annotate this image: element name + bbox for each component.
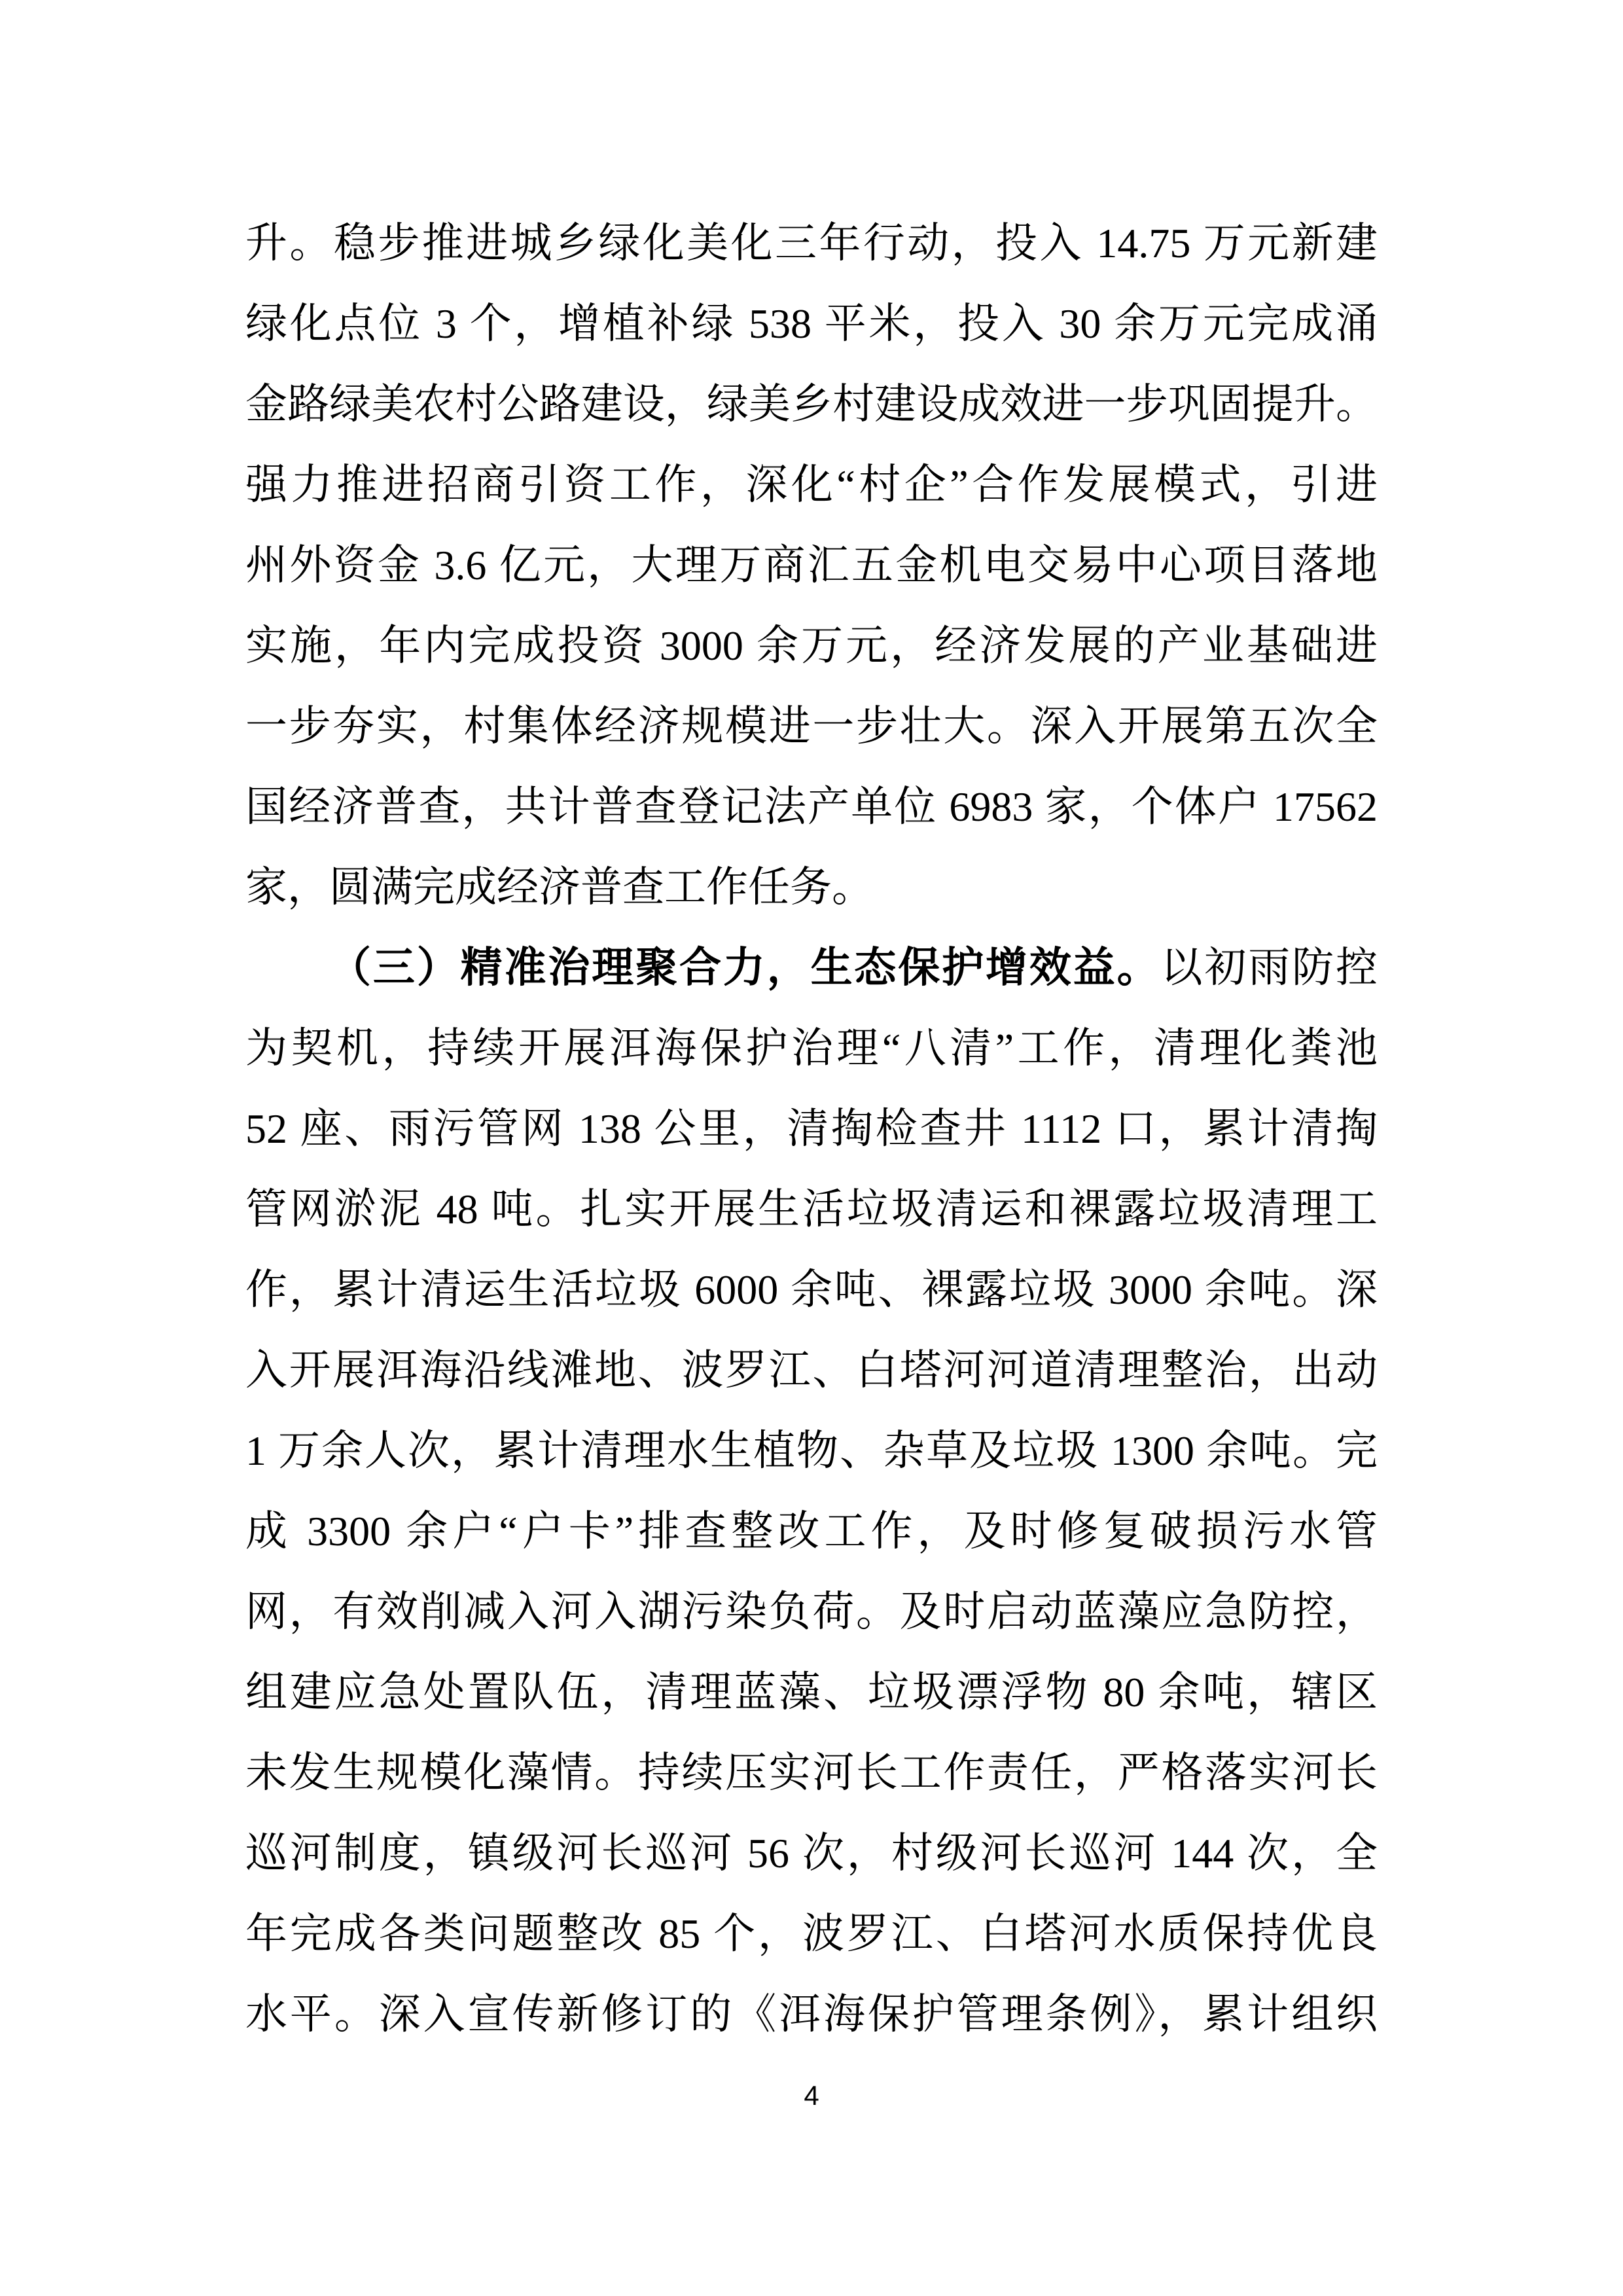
text-line: 年完成各类问题整改 85 个，波罗江、白塔河水质保持优良 <box>245 1910 1378 1957</box>
text-line: 实施，年内完成投资 3000 余万元，经济发展的产业基础进 <box>245 622 1378 669</box>
section-heading-continuation: 以初雨防控 <box>1160 944 1378 991</box>
text-line: 绿化点位 3 个，增植补绿 538 平米，投入 30 余万元完成涌 <box>245 300 1378 347</box>
text-line: 52 座、雨污管网 138 公里，清掏检查井 1112 口，累计清掏 <box>245 1105 1378 1152</box>
page-footer <box>0 2080 1623 2111</box>
text-line: 巡河制度，镇级河长巡河 56 次，村级河长巡河 144 次，全 <box>245 1830 1378 1876</box>
text-line: 一步夯实，村集体经济规模进一步壮大。深入开展第五次全 <box>245 703 1378 749</box>
text-line: 升。稳步推进城乡绿化美化三年行动，投入 14.75 万元新建 <box>245 220 1378 266</box>
text-line: 金路绿美农村公路建设，绿美乡村建设成效进一步巩固提升。 <box>245 381 1378 427</box>
text-line: 国经济普查，共计普查登记法产单位 6983 家，个体户 17562 <box>245 783 1378 830</box>
text-line: 1 万余人次，累计清理水生植物、杂草及垃圾 1300 余吨。完 <box>245 1427 1378 1474</box>
text-line <box>245 927 1378 1008</box>
page-number: 4 <box>804 2080 819 2111</box>
text-line: 未发生规模化藻情。持续压实河长工作责任，严格落实河长 <box>245 1749 1378 1796</box>
text-line: 入开展洱海沿线滩地、波罗江、白塔河河道清理整治，出动 <box>245 1347 1378 1393</box>
text-line: 网，有效削减入河入湖污染负荷。及时启动蓝藻应急防控， <box>245 1588 1378 1635</box>
text-line: 强力推进招商引资工作，深化“村企”合作发展模式，引进 <box>245 461 1378 508</box>
document-body <box>245 203 1378 2054</box>
text-line: 水平。深入宣传新修订的《洱海保护管理条例》，累计组织 <box>245 1991 1378 2037</box>
text-line: 成 3300 余户“户卡”排查整改工作，及时修复破损污水管 <box>245 1508 1378 1554</box>
text-line: 作，累计清运生活垃圾 6000 余吨、裸露垃圾 3000 余吨。深 <box>245 1266 1378 1313</box>
text-line: 州外资金 3.6 亿元，大理万商汇五金机电交易中心项目落地 <box>245 542 1378 588</box>
text-line: 组建应急处置队伍，清理蓝藻、垃圾漂浮物 80 余吨，辖区 <box>245 1669 1378 1715</box>
text-line: 为契机，持续开展洱海保护治理“八清”工作，清理化粪池 <box>245 1025 1378 1071</box>
text-line: 家，圆满完成经济普查工作任务。 <box>245 864 874 910</box>
section-heading: （三）精准治理聚合力，生态保护增效益。 <box>329 944 1161 991</box>
text-line: 管网淤泥 48 吨。扎实开展生活垃圾清运和裸露垃圾清理工 <box>245 1186 1378 1232</box>
